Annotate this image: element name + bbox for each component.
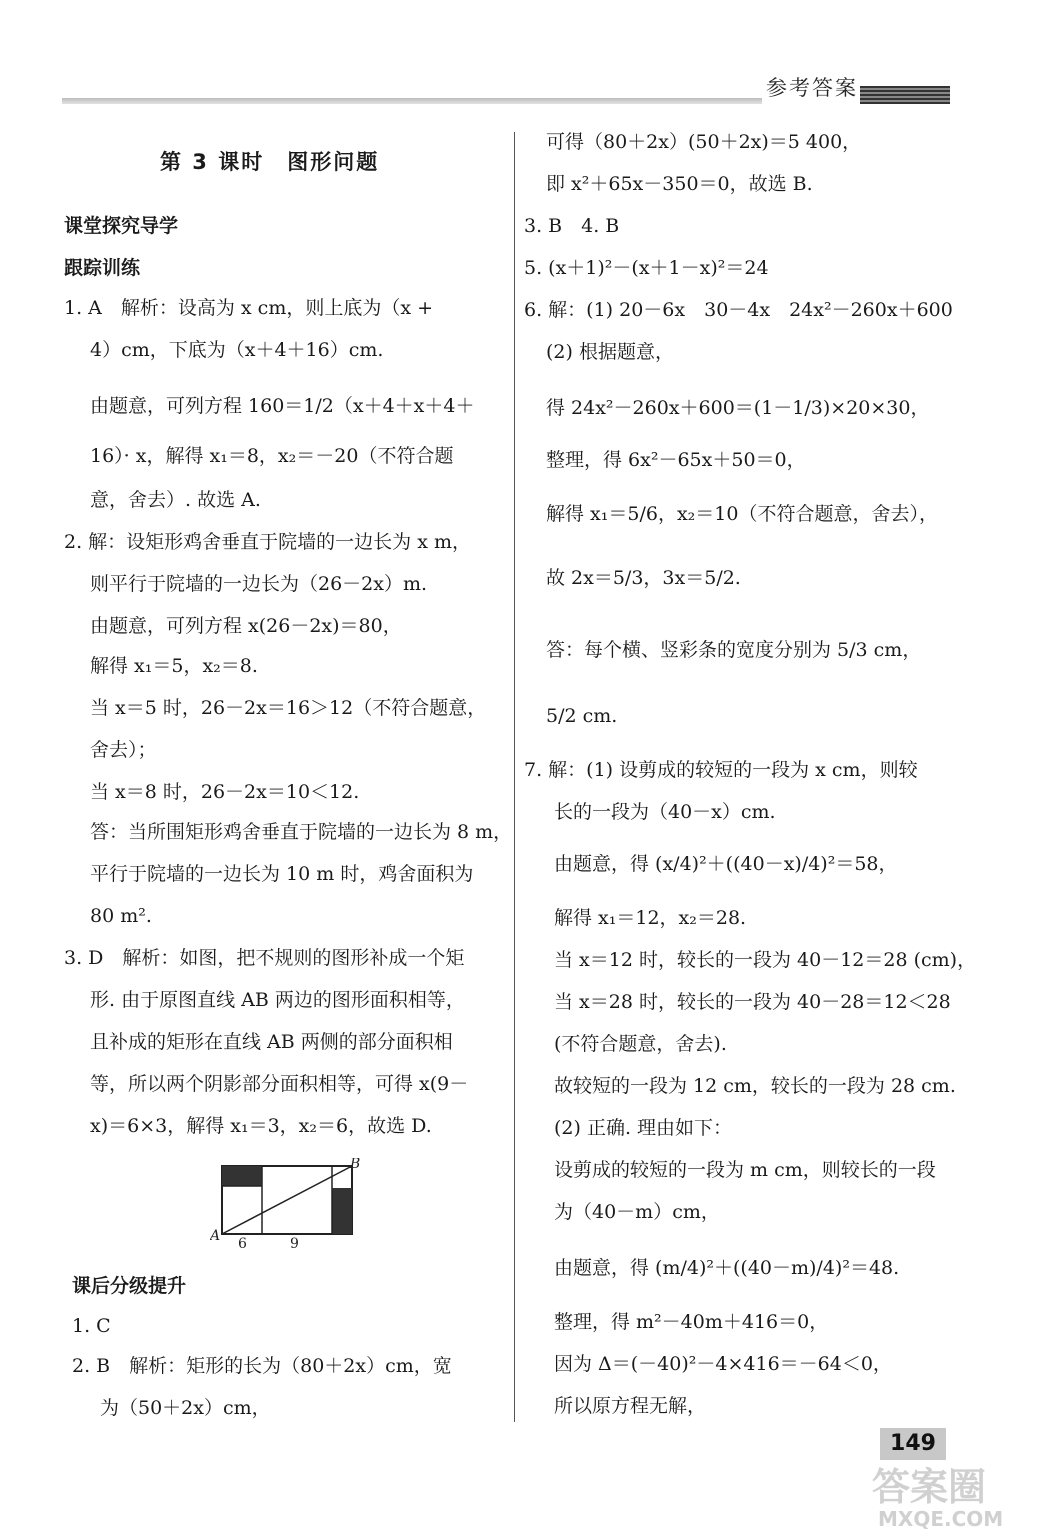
text-line: 由题意，得 (m/4)²＋((40－m)/4)²＝48. [554, 1257, 900, 1279]
text-line: 2. B 解析：矩形的长为（80＋2x）cm，宽 [72, 1355, 452, 1377]
text-line: 即 x²＋65x－350＝0，故选 B. [546, 173, 813, 195]
text-line: 形. 由于原图直线 AB 两边的图形面积相等， [90, 989, 465, 1011]
text-line: 意，舍去）. 故选 A. [90, 489, 261, 511]
text-line: x)＝6×3，解得 x₁＝3，x₂＝6，故选 D. [90, 1115, 432, 1137]
text-line: 设剪成的较短的一段为 m cm，则较长的一段 [554, 1159, 936, 1181]
text-line: 则平行于院墙的一边长为（26－2x）m. [90, 573, 428, 595]
text-line: 解得 x₁＝5/6，x₂＝10（不符合题意，舍去）， [546, 503, 938, 525]
column-divider [514, 132, 515, 1422]
header-rule [62, 98, 762, 104]
text-line: 得 24x²－260x＋600＝(1－1/3)×20×30， [546, 397, 930, 419]
text-line: (不符合题意，舍去). [554, 1033, 727, 1055]
section-title: 第 3 课时 图形问题 [160, 150, 380, 174]
text-line: 4）cm，下底为（x＋4＋16）cm. [90, 339, 384, 361]
text-line: 3. D 解析：如图，把不规则的图形补成一个矩 [64, 947, 465, 969]
text-line: 等，所以两个阴影部分面积相等，可得 x(9－ [90, 1073, 469, 1095]
text-line: 7. 解：(1) 设剪成的较短的一段为 x cm，则较 [524, 759, 918, 781]
text-line: 整理，得 6x²－65x＋50＝0， [546, 449, 806, 471]
text-line: (2) 正确. 理由如下： [554, 1117, 733, 1139]
text-line: 答：当所围矩形鸡舍垂直于院墙的一边长为 8 m， [90, 821, 513, 843]
header-decoration-bar [860, 86, 950, 104]
header-title: 参考答案 [766, 76, 858, 100]
text-line: 5/2 cm. [546, 705, 618, 727]
text-line: 为（50＋2x）cm， [100, 1397, 271, 1419]
text-line: 16）· x，解得 x₁＝8，x₂＝－20（不符合题 [90, 445, 454, 467]
text-line: 5. (x＋1)²－(x＋1－x)²＝24 [524, 257, 769, 279]
rectangle-diagram-figure [210, 1158, 360, 1250]
text-line: 2. 解：设矩形鸡舍垂直于院墙的一边长为 x m， [64, 531, 471, 553]
label-a: A [210, 1228, 221, 1244]
text-line: 为（40－m）cm， [554, 1201, 720, 1223]
text-line: 1. C [72, 1315, 111, 1337]
text-line: 所以原方程无解， [554, 1395, 707, 1417]
text-line: 整理，得 m²－40m＋416＝0， [554, 1311, 829, 1333]
text-line: 故较短的一段为 12 cm，较长的一段为 28 cm. [554, 1075, 956, 1097]
label-9: 9 [290, 1236, 299, 1250]
text-line: 因为 Δ＝(－40)²－4×416＝－64＜0， [554, 1353, 892, 1375]
watermark-text: 答案圈 [872, 1465, 987, 1509]
page-number: 149 [880, 1428, 946, 1460]
text-line: 由题意，可列方程 x(26－2x)＝80， [90, 615, 402, 637]
text-line: 3. B 4. B [524, 215, 620, 237]
label-6: 6 [238, 1236, 247, 1250]
text-line: 长的一段为（40－x）cm. [554, 801, 776, 823]
text-line: 当 x＝12 时，较长的一段为 40－12＝28 (cm)， [554, 949, 977, 971]
text-line: 由题意，可列方程 160＝1/2（x＋4＋x＋4＋ [90, 395, 475, 417]
text-line: 1. A 解析：设高为 x cm，则上底为（x + [64, 297, 434, 319]
heading-after-class: 课后分级提升 [72, 1275, 187, 1297]
text-line: 平行于院墙的一边长为 10 m 时，鸡舍面积为 [90, 863, 474, 885]
text-line: 6. 解：(1) 20－6x 30－4x 24x²－260x＋600 [524, 299, 953, 321]
text-line: (2) 根据题意， [546, 341, 674, 363]
text-line: 可得（80＋2x）(50＋2x)＝5 400， [546, 131, 862, 153]
text-line: 解得 x₁＝12，x₂＝28. [554, 907, 747, 929]
label-b: B [350, 1158, 360, 1172]
watermark-url: MXQE.COM [878, 1507, 1004, 1530]
text-line: 答：每个横、竖彩条的宽度分别为 5/3 cm， [546, 639, 922, 661]
text-line: 当 x＝5 时，26－2x＝16＞12（不符合题意， [90, 697, 487, 719]
heading-class-explore: 课堂探究导学 [64, 215, 179, 237]
text-line: 由题意，得 (x/4)²＋((40－x)/4)²＝58， [554, 853, 898, 875]
watermark-logo [872, 1460, 1052, 1530]
text-line: 故 2x＝5/3，3x＝5/2. [546, 567, 741, 589]
text-line: 80 m². [90, 905, 152, 927]
text-line: 且补成的矩形在直线 AB 两侧的部分面积相 [90, 1031, 453, 1053]
heading-tracking-practice: 跟踪训练 [64, 257, 141, 279]
text-line: 舍去）； [90, 739, 157, 761]
text-line: 当 x＝28 时，较长的一段为 40－28＝12＜28 [554, 991, 951, 1013]
text-line: 当 x＝8 时，26－2x＝10＜12. [90, 781, 360, 803]
text-line: 解得 x₁＝5，x₂＝8. [90, 655, 258, 677]
